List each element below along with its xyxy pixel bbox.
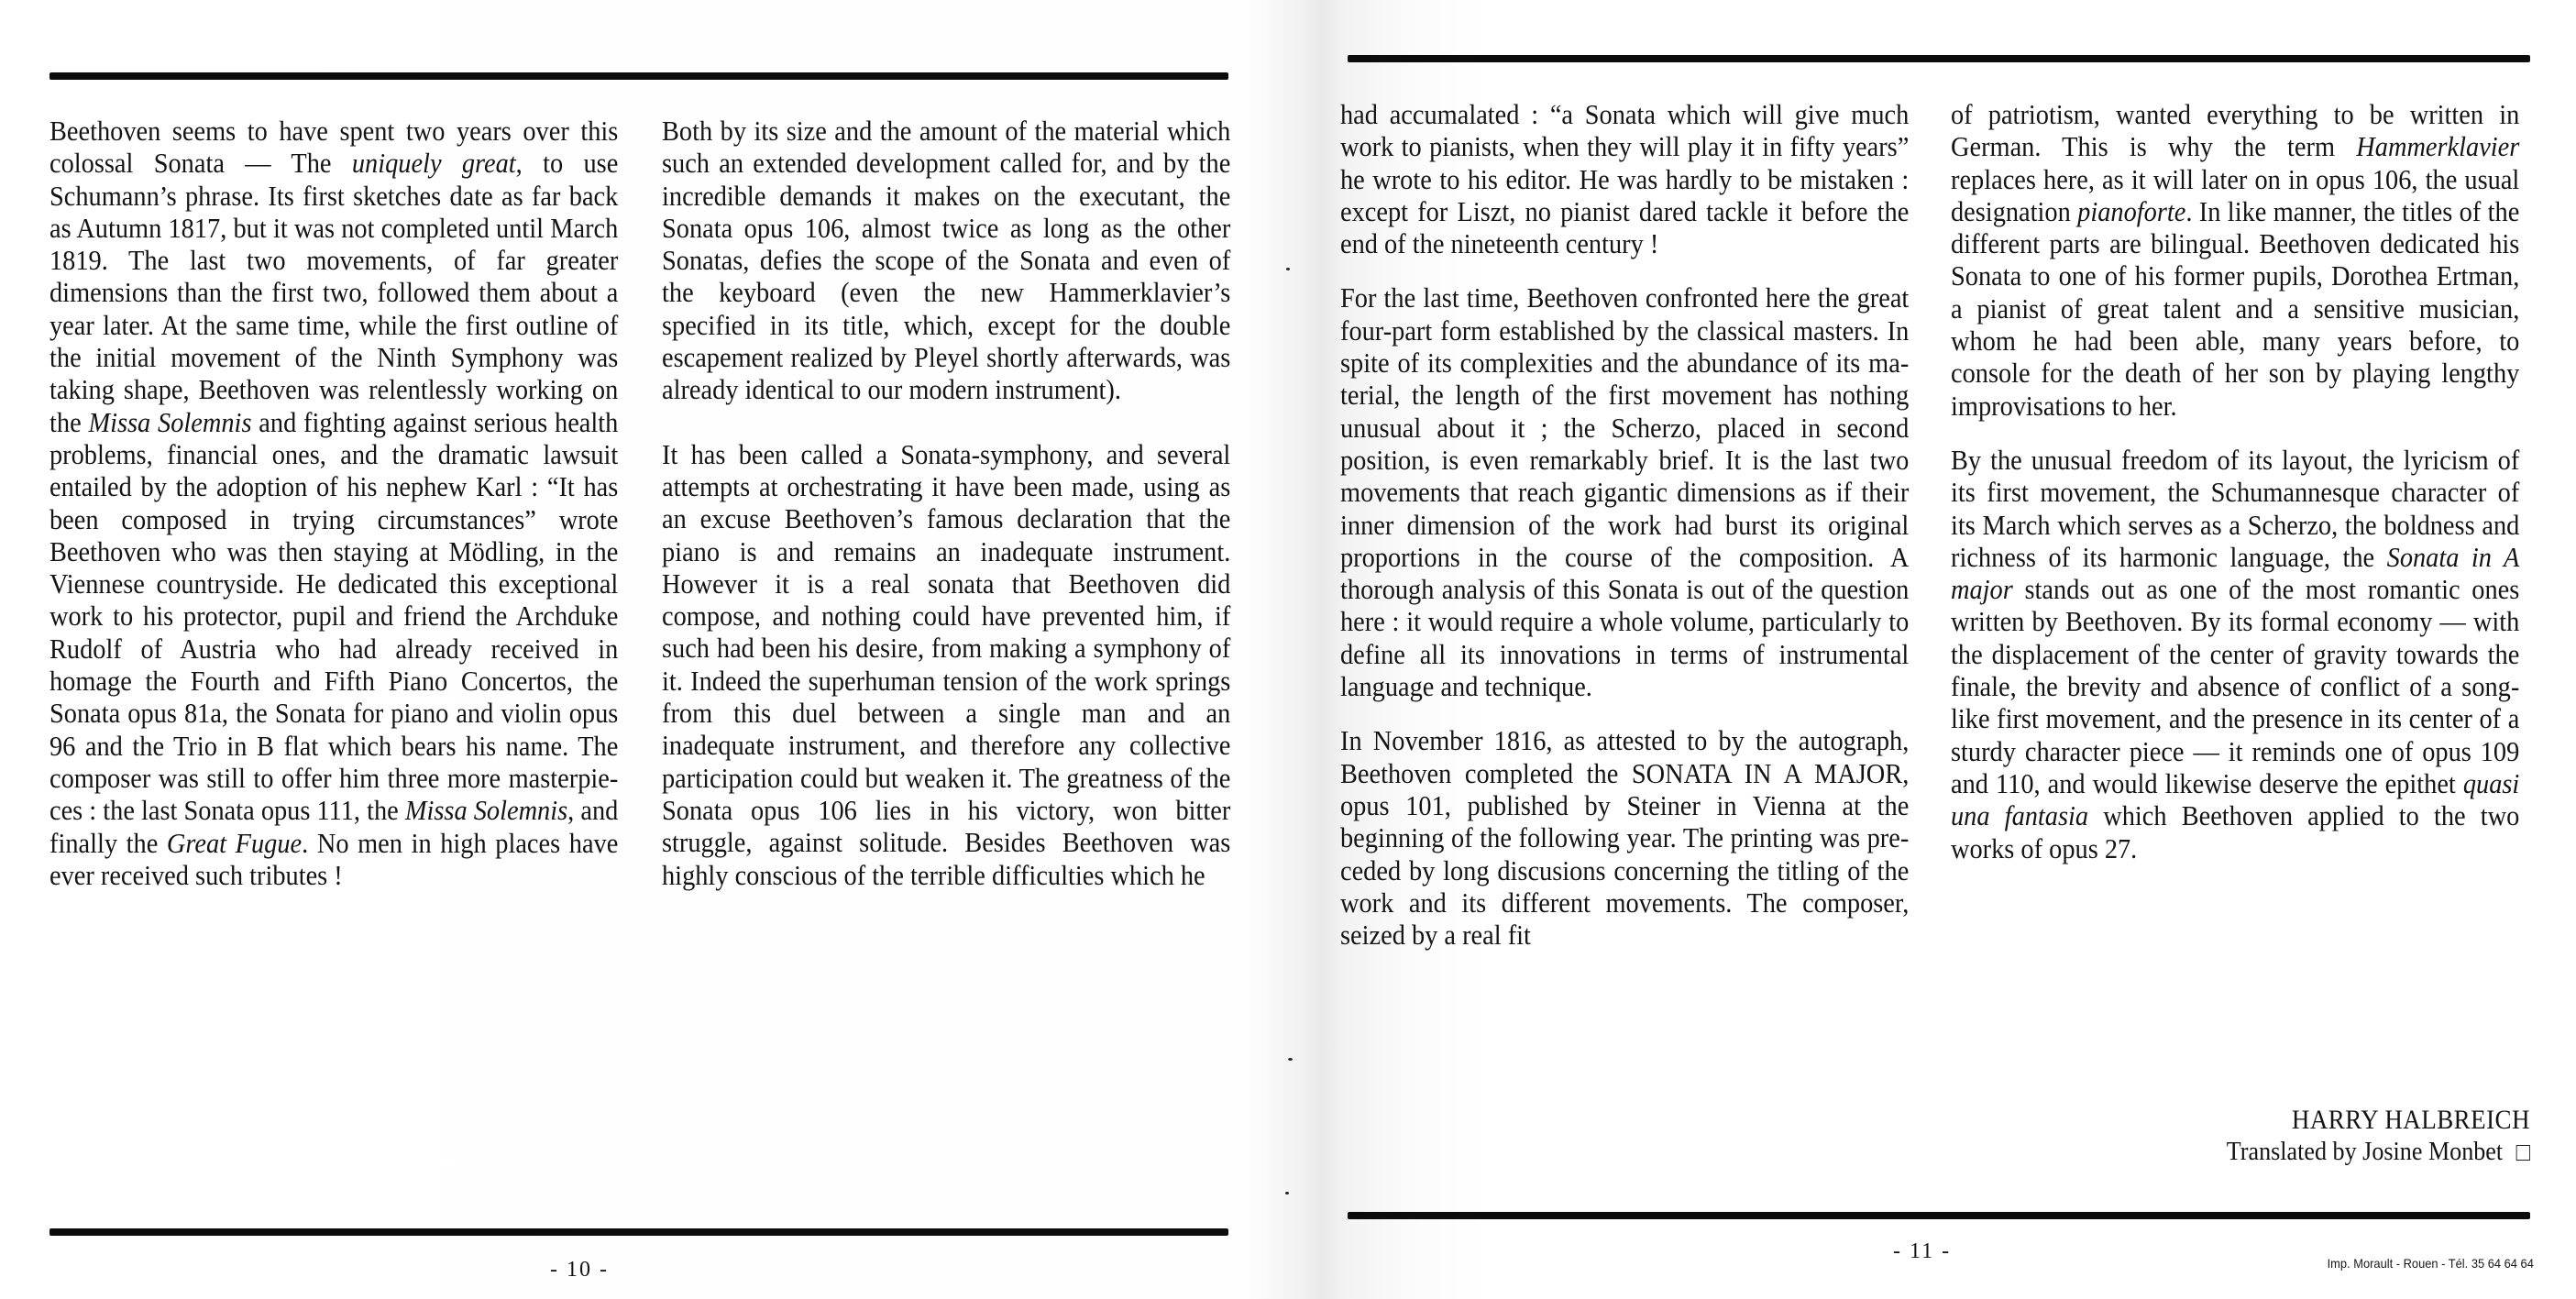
author-signature: HARRY HALBREICH xyxy=(2291,1105,2530,1135)
page-11 xyxy=(1302,0,2576,1299)
column-1 xyxy=(50,116,618,892)
italic-title: Missa Solemnis xyxy=(404,795,568,827)
translator-credit xyxy=(2227,1137,2530,1167)
italic-title: pianoforte xyxy=(2077,195,2186,227)
paragraph xyxy=(1340,99,1909,260)
text-run: Both by its size and the amount of the material which such an extended development called for, and by the incredible demands it makes on the executant, the Sonata opus 106, almost twice as long as the other Sonatas, defies the scope of the Sonata and even of the keyboard (even the new Hammerklavier’s specified in its title, which, except for the double escapement realized by Pleyel shortly afterwards, was already identical to our modern instrument). xyxy=(662,116,1231,406)
text-run: . No men in high places have ever received such tributes ! xyxy=(50,827,619,891)
paragraph xyxy=(1951,99,2519,423)
scan-speck xyxy=(1285,1192,1289,1194)
text-run: stands out as one of the most romantic ones written by Beethoven. By its formal economy — with the displacement of the center of gravity towards the finale, the brevity and absence of conflict of a song-like first movement, and the presence in its center of a sturdy character piece — it reminds one of opus 109 and 110, and would likewise deserve the epithet xyxy=(1951,574,2520,799)
paragraph xyxy=(662,439,1230,892)
printer-credit: Imp. Morault - Rouen - Tél. 35 64 64 64 xyxy=(2327,1256,2534,1271)
paragraph xyxy=(1340,725,1909,952)
text-run: which Beethoven applied to the two works of opus 27. xyxy=(1951,800,2520,864)
page-number: - 10 - xyxy=(550,1258,609,1282)
text-run: , to use Schumann’s phrase. Its first sketches date as far back as Autumn 1817, but it was not completed until March 1819. The last two movements, of far greater dimensions than the first two, followed them about a year later. At the same time, while the first outline of the initial movement of the Ninth Symphony was taking shape, Beethoven was relentlessly working on the xyxy=(50,148,619,438)
text-run: Beethoven seems to have spent two years over this colossal Sonata — The xyxy=(50,116,619,180)
bottom-rule xyxy=(50,1228,1228,1236)
text-run: For the last time, Beethoven confronted here the great four-part form established by the classical masters. In spite of its complexities and the abundance of its material, the length of the first movement has nothing unusual about it ; the Scherzo, placed in second position, is even remarkably brief. It is the last two movements that reach gigantic dimensions as if their inner dimension of the work had burst its original proportions in the course of the composition. A thorough analysis of this Sonata is out of the question here : it would require a whole volume, particularly to define all its innovations in terms of instrumental language and technique. xyxy=(1340,282,1910,703)
text-run: . In like manner, the titles of the different parts are bilingual. Beethoven dedicated his Sonata to one of his former pupils, Dorothea Ertman, a pianist of great talent and a sensitive musician, whom he had been able, many years before, to console for the death of her son by playing lengthy improvisations to her. xyxy=(1951,195,2520,422)
italic-title: Great Fugue xyxy=(166,827,303,859)
text-run: replaces here, as it will later on in opus 106, the usual designation xyxy=(1951,163,2520,227)
italic-title: Hammerklavier xyxy=(2356,131,2520,163)
italic-title: Missa Solemnis xyxy=(88,406,252,438)
scan-speck xyxy=(1286,268,1290,270)
italic-title: Sonata in A major xyxy=(1951,541,2520,606)
text-run: It has been called a Sonata-symphony, and several attempts at orchestrating it have been made, using as an excuse Beethoven’s famous declaration that the piano is and remains an inadequate instrument. However it is a real sonata that Beethoven did compose, and nothing could have prevented him, if such had been his desire, from making a symphony of it. Indeed the superhuman tension of the work springs from this duel between a single man and an inadequate instrument, and therefore any collective participation could but weaken it. The greatness of the Sonata opus 106 lies in his victory, won bitter struggle, against solitude. Besides Beethoven was highly conscious of the terrible difficulties which he xyxy=(662,438,1231,891)
paragraph xyxy=(1951,445,2519,865)
column-3 xyxy=(1340,99,1909,952)
paragraph xyxy=(50,116,618,892)
paragraph xyxy=(1340,282,1909,703)
top-rule xyxy=(50,72,1228,80)
scan-speck xyxy=(1288,1058,1293,1061)
bottom-rule xyxy=(1348,1212,2530,1219)
text-run: of patriotism, wanted everything to be written in German. This is why the term xyxy=(1951,99,2520,163)
italic-title: quasi una fantasia xyxy=(1951,767,2520,832)
page-number: - 11 - xyxy=(1893,1239,1952,1263)
column-4 xyxy=(1951,99,2519,865)
column-2 xyxy=(662,116,1230,892)
end-mark-square-icon xyxy=(2516,1145,2530,1161)
paragraph xyxy=(662,116,1230,407)
italic-title: uniquely great xyxy=(351,148,516,180)
top-rule xyxy=(1348,55,2530,62)
translator-name: Translated by Josine Monbet xyxy=(2226,1137,2504,1166)
text-run: By the unusual freedom of its layout, the lyricism of its first movement, the Schumannesque character of its March which serves as a Scherzo, the boldness and richness of its harmonic language, the xyxy=(1951,444,2520,573)
text-run: , and finally the xyxy=(50,795,619,859)
text-run: In November 1816, as attested to by the autograph, Beethoven completed the SONATA IN A MAJOR, opus 101, published by Steiner in Vienna at the beginning of the following year. The printing was preceded by long discusions concerning the titling of the work and its different movements. The composer, seized by a real fit xyxy=(1340,725,1910,952)
text-run: and fighting against serious health problems, financial ones, and the dramatic lawsuit entailed by the adoption of his nephew Karl : “It has been composed in trying circumstances” wrote Beethoven who was then staying at Mödling, in the Viennese countryside. He dedicated this exceptional work to his protector, pupil and friend the Archduke Rudolf of Austria who had already received in homage the Fourth and Fifth Piano Concertos, the Sonata opus 81a, the Sonata for piano and violin opus 96 and the Trio in B flat which bears his name. The composer was still to offer him three more masterpieces : the last Sonata opus 111, the xyxy=(50,406,619,827)
text-run: had accumalated : “a Sonata which will give much work to pianists, when they will play it in fifty years” he wrote to his editor. He was hardly to be mistaken : except for Liszt, no pianist dared tackle it before the end of the nineteenth century ! xyxy=(1340,99,1910,260)
